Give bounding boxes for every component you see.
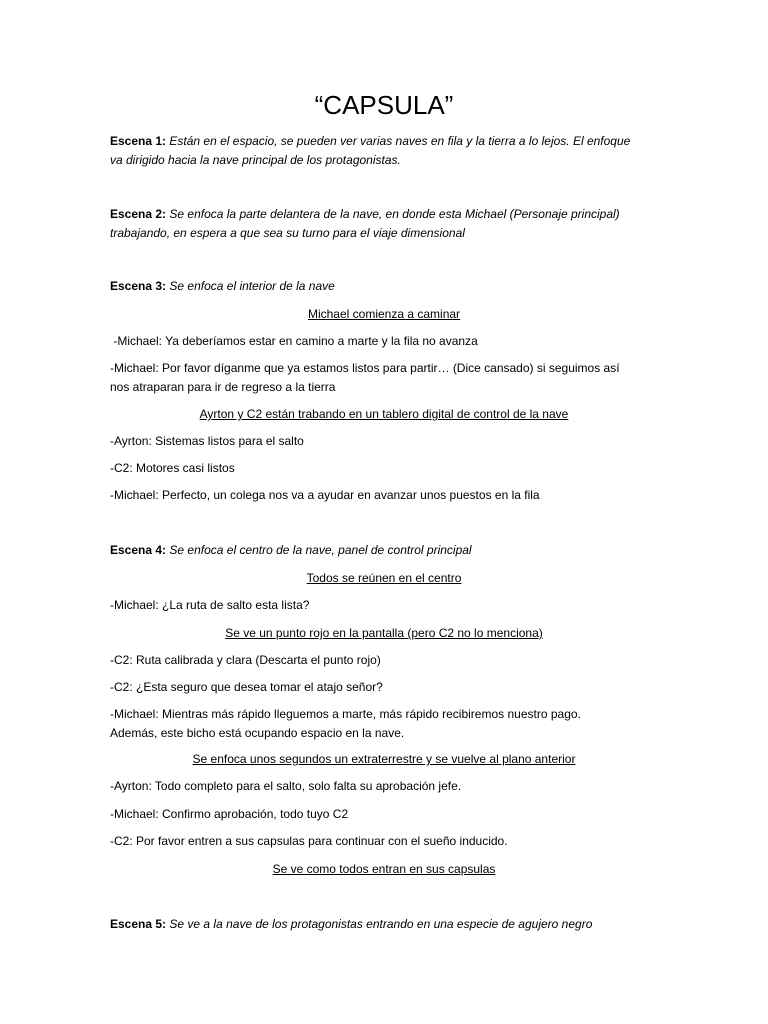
scene-4 [110,541,662,560]
dialogue-text: Además, este bicho está ocupando espacio en la nave. [110,725,405,740]
document-title: “CAPSULA” [314,90,454,120]
scene-description: trabajando, en espera a que sea su turno para el viaje dimensional [110,225,465,240]
scene-3 [110,277,662,296]
stage-direction: Todos se reúnen en el centro [306,571,462,585]
stage-direction: Michael comienza a caminar [307,307,461,321]
dialogue-text: -Michael: Mientras más rápido lleguemos a marte, más rápido recibiremos nuestro pago. [110,707,581,721]
stage-direction: Se ve como todos entran en sus capsulas [272,862,496,876]
dialogue-line [110,486,662,505]
dialogue-line [110,432,662,451]
scene-5 [110,915,662,934]
scene-label: Escena 2: [110,207,167,221]
scene-description: Están en el espacio, se pueden ver varias naves en fila y la tierra a lo lejos. El enfoque [169,134,631,148]
scene-1 [110,132,662,169]
scene-label: Escena 1: [110,134,167,148]
stage-direction: Se enfoca unos segundos un extraterrestre y se vuelve al plano anterior [192,752,576,766]
dialogue-text: -Michael: Por favor díganme que ya estamos listos para partir… (Dice cansado) si seguimos así [110,361,620,375]
scene-description: va dirigido hacia la nave principal de los protagonistas. [110,152,401,167]
dialogue-text: -C2: Ruta calibrada y clara (Descarta el punto rojo) [110,653,381,667]
dialogue-text: -Ayrton: Todo completo para el salto, solo falta su aprobación jefe. [110,779,462,793]
dialogue-text: -Michael: Ya deberíamos estar en camino a marte y la fila no avanza [110,334,478,348]
dialogue-text: -Michael: ¿La ruta de salto esta lista? [110,598,310,612]
dialogue-line [110,596,662,615]
dialogue-line [110,777,662,796]
dialogue-line [110,678,662,697]
dialogue-text: -Michael: Perfecto, un colega nos va a ayudar en avanzar unos puestos en la fila [110,488,540,502]
dialogue-text: -C2: ¿Esta seguro que desea tomar el atajo señor? [110,680,383,694]
dialogue-line [110,805,662,824]
scene-label: Escena 4: [110,543,167,557]
dialogue-line [110,832,662,851]
dialogue-line [110,651,662,670]
dialogue-line [110,332,662,351]
dialogue-line [110,459,662,478]
scene-label: Escena 5: [110,917,167,931]
dialogue-line [110,705,662,742]
scene-description: Se enfoca el centro de la nave, panel de control principal [169,543,472,557]
scene-2 [110,205,662,242]
dialogue-line [110,359,662,396]
dialogue-text: -Ayrton: Sistemas listos para el salto [110,434,304,448]
scene-description: Se enfoca la parte delantera de la nave, en donde esta Michael (Personaje principal) [169,207,620,221]
dialogue-text: -C2: Por favor entren a sus capsulas para continuar con el sueño inducido. [110,834,508,848]
stage-direction: Ayrton y C2 están trabando en un tablero digital de control de la nave [199,407,569,421]
dialogue-text: -Michael: Confirmo aprobación, todo tuyo C2 [110,807,349,821]
dialogue-text: nos atraparan para ir de regreso a la tierra [110,379,336,394]
scene-description: Se enfoca el interior de la nave [169,279,335,293]
stage-direction: Se ve un punto rojo en la pantalla (pero C2 no lo menciona) [225,626,543,640]
scene-label: Escena 3: [110,279,167,293]
dialogue-text: -C2: Motores casi listos [110,461,235,475]
scene-description: Se ve a la nave de los protagonistas entrando en una especie de agujero negro [169,917,593,931]
